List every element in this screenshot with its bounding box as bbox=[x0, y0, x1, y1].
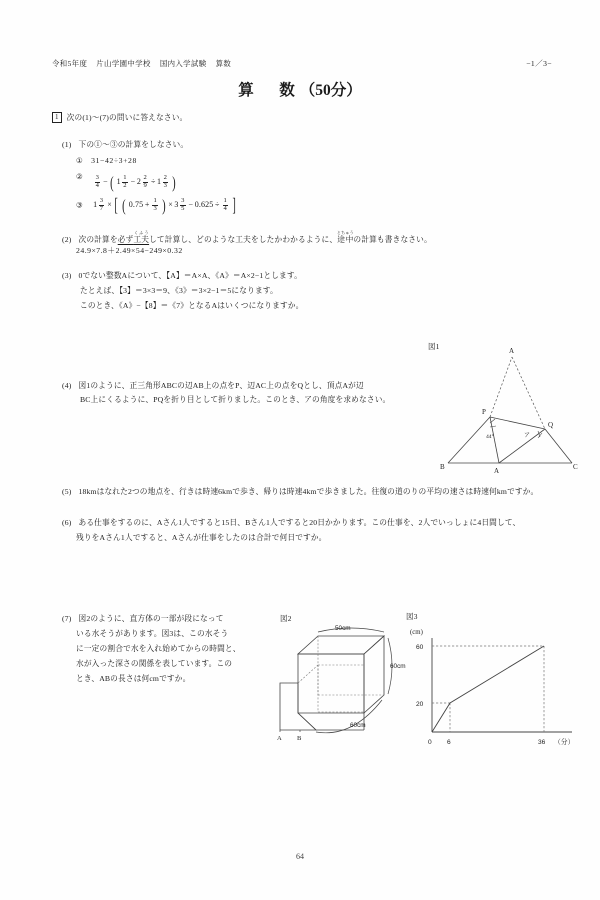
item-2-expression bbox=[93, 174, 177, 191]
mixed-fraction bbox=[99, 198, 104, 212]
question-5-line-1: 18kmはなれた2つの地点を、行きは時速6kmで歩き、帰りは時速4kmで歩きました。往復の道のりの平均の速さは時速何kmですか。 bbox=[78, 487, 539, 496]
header-year: 令和5年度 bbox=[52, 59, 88, 68]
question-2 bbox=[62, 230, 552, 246]
mixed-whole: 3 bbox=[174, 200, 179, 210]
mixed-fraction bbox=[180, 198, 185, 212]
fig1-point-A-folded-label: A bbox=[494, 467, 500, 475]
fig1-angle-mark-P bbox=[490, 426, 496, 427]
fig1-angle-a-label: ア bbox=[524, 433, 531, 439]
fig2-dim-arc-top bbox=[318, 628, 384, 632]
operator-divide: ÷ bbox=[150, 176, 156, 186]
question-6-line-1: ある仕事をするのに、Aさん1人ですると15日、Bさん1人ですると20日かかります。この仕事を、2人でいっしょに4日間して、 bbox=[78, 518, 521, 527]
question-7-line-1: 図2のように、直方体の一部が段になって bbox=[78, 614, 224, 623]
fraction-one-third bbox=[152, 198, 157, 212]
question-2-ruby-kufuu bbox=[133, 230, 150, 244]
fig2-step-edge bbox=[298, 713, 316, 730]
fig2-dim-right-label: 60cm bbox=[390, 663, 406, 670]
question-1-item-3 bbox=[76, 196, 237, 215]
question-4-line-1: 図1のように、正三角形ABCの辺AB上の点をP、辺AC上の点をQとし、頂点Aが辺 bbox=[78, 381, 364, 390]
operator-times: × bbox=[107, 200, 112, 210]
frac-den: 5 bbox=[181, 205, 185, 212]
brace-close: ] bbox=[232, 195, 236, 216]
mixed-one-three-sevenths bbox=[93, 198, 106, 212]
fig1-side-QC bbox=[545, 429, 572, 463]
ruby-text: くふう bbox=[133, 230, 150, 235]
paren-open: ( bbox=[110, 172, 114, 192]
frac-den: 7 bbox=[99, 205, 104, 212]
fig1-vertex-B-label: B bbox=[440, 463, 445, 471]
mixed-fraction bbox=[122, 175, 127, 189]
fig2-front-face bbox=[298, 654, 364, 713]
fig1-flap-PA bbox=[490, 417, 499, 463]
question-7-line-4: 水が入った深さの関係を表しています。この bbox=[76, 659, 233, 668]
fig1-point-Q-label: Q bbox=[548, 421, 554, 429]
frac-num: 2 bbox=[163, 174, 168, 181]
mixed-whole: 1 bbox=[116, 176, 121, 186]
question-2-emph-kanarazu: 必ず bbox=[117, 235, 134, 244]
paren-close: ) bbox=[172, 172, 176, 192]
item-1-mark: ① bbox=[76, 156, 84, 165]
fig1-point-P-label: P bbox=[482, 408, 486, 416]
question-3-label: (3) bbox=[62, 271, 72, 280]
item-2-mark: ② bbox=[76, 172, 84, 181]
question-2-label: (2) bbox=[62, 235, 72, 244]
operator-divide-2: ÷ bbox=[214, 200, 220, 210]
frac-den: 4 bbox=[95, 181, 100, 189]
operator-times-2: × bbox=[168, 200, 173, 210]
operator-minus-3: − bbox=[188, 200, 194, 210]
question-6-label: (6) bbox=[62, 518, 72, 527]
fig3-ytick-20: 20 bbox=[416, 701, 424, 708]
item-3-mark: ③ bbox=[76, 200, 84, 210]
decimal-075: 0.75 bbox=[128, 200, 144, 210]
fig2-step-face bbox=[280, 683, 316, 730]
question-2-expression: 24.9×7.8＋2.49×54−249×0.32 bbox=[76, 246, 183, 255]
ruby-base: 工夫 bbox=[133, 235, 150, 244]
question-4 bbox=[62, 380, 364, 392]
inner-paren-close: ) bbox=[162, 196, 166, 215]
figure-1-label: 図1 bbox=[428, 342, 440, 351]
question-7-line-3: に一定の割合で水を入れ始めてからの時間と、 bbox=[76, 644, 241, 653]
page-header bbox=[52, 58, 552, 69]
figure-1-folded-triangle bbox=[420, 345, 590, 475]
page-title bbox=[0, 78, 600, 100]
frac-num: 3 bbox=[99, 197, 104, 205]
frac-num: 1 bbox=[123, 174, 127, 181]
section-instruction: 次の(1)〜(7)の問いに答えなさい。 bbox=[66, 113, 188, 122]
frac-num: 1 bbox=[223, 197, 227, 205]
fig2-dim-arc-depth bbox=[316, 700, 382, 733]
page-number: 64 bbox=[296, 852, 304, 861]
question-1-text: 下の①〜③の計算をしなさい。 bbox=[78, 140, 189, 149]
inner-paren-open: ( bbox=[122, 196, 127, 215]
frac-num: 2 bbox=[143, 174, 147, 181]
question-3 bbox=[62, 270, 302, 282]
mixed-whole: 1 bbox=[157, 176, 162, 186]
fig2-point-A-label: A bbox=[277, 735, 282, 742]
question-6-line-2: 残りをAさん1人ですると、Aさんが仕事をしたのは合計で何日ですか。 bbox=[76, 533, 327, 542]
question-7-label: (7) bbox=[62, 614, 72, 623]
frac-num: 3 bbox=[95, 174, 100, 181]
question-7 bbox=[62, 613, 277, 625]
title-subject: 算 数 bbox=[238, 82, 300, 99]
fig1-dashed-AP bbox=[490, 357, 512, 417]
fig1-vertex-C-label: C bbox=[573, 463, 578, 471]
brace-open: [ bbox=[114, 195, 119, 216]
figure-3-line-graph bbox=[404, 620, 579, 750]
section-number: 1 bbox=[52, 112, 62, 123]
question-2-ruby-tochuu bbox=[336, 230, 354, 244]
fig1-fold-line-PQ bbox=[490, 417, 545, 429]
fig2-hidden-inner-diag bbox=[298, 665, 318, 683]
header-exam-type: 国内入学試験 bbox=[159, 59, 207, 68]
mixed-one-half bbox=[117, 175, 130, 189]
frac-num: 3 bbox=[181, 197, 185, 205]
question-3-line-3: このとき、《A》−【8】＝《7》となるAはいくつになりますか。 bbox=[80, 301, 304, 310]
header-exam-info bbox=[52, 58, 240, 69]
figure-2-stepped-tank bbox=[272, 620, 407, 755]
header-subject: 算数 bbox=[215, 59, 232, 68]
section-1-heading bbox=[52, 112, 187, 124]
frac-den: 2 bbox=[123, 181, 127, 189]
fig1-vertex-A-label: A bbox=[509, 347, 515, 355]
frac-den: 9 bbox=[143, 181, 147, 189]
fig3-data-line bbox=[432, 646, 544, 732]
fig1-angle-44-label: 44° bbox=[486, 434, 494, 440]
question-4-label: (4) bbox=[62, 381, 72, 390]
fig1-dashed-AQ bbox=[512, 357, 545, 429]
ruby-base: 途中 bbox=[336, 235, 354, 244]
frac-den: 3 bbox=[163, 181, 168, 189]
figure-2-label: 図2 bbox=[280, 614, 292, 623]
mixed-whole: 2 bbox=[136, 176, 141, 186]
mixed-one-two-thirds bbox=[157, 175, 170, 189]
header-school: 片山学園中学校 bbox=[96, 59, 151, 68]
title-duration: （50分） bbox=[299, 82, 362, 99]
fig3-xtick-0: 0 bbox=[428, 739, 432, 746]
operator-minus-2: − bbox=[130, 176, 136, 186]
frac-den: 4 bbox=[223, 205, 227, 212]
question-2-text-b: して計算し、どのような工夫をしたかわかるように、 bbox=[149, 235, 338, 244]
question-1-item-1 bbox=[76, 155, 137, 167]
question-2-text-a: 次の計算を bbox=[78, 235, 118, 244]
mixed-fraction bbox=[143, 175, 148, 189]
question-3-line-1: 0でない整数Aについて、【A】＝A×A、《A》＝A×2−1とします。 bbox=[78, 271, 302, 280]
fraction-three-quarters bbox=[95, 175, 100, 189]
fig2-point-B-label: B bbox=[297, 735, 302, 742]
fig3-xtick-6: 6 bbox=[447, 739, 451, 746]
fig3-y-unit-label: (cm) bbox=[410, 629, 423, 636]
question-1 bbox=[62, 139, 188, 151]
frac-den: 3 bbox=[153, 205, 157, 212]
item-1-expression: 31−42÷3+28 bbox=[91, 156, 137, 165]
ruby-text: とちゅう bbox=[336, 230, 354, 235]
fig1-side-BP bbox=[448, 417, 490, 463]
figure-3-label: 図3 bbox=[406, 612, 418, 621]
mixed-three-three-fifths bbox=[174, 198, 187, 212]
mixed-fraction bbox=[163, 175, 168, 189]
question-3-line-2: たとえば、【3】＝3×3＝9、《3》＝3×2−1＝5になります。 bbox=[80, 286, 278, 295]
question-4-line-2: BC上にくるように、PQを折り目として折りました。このとき、アの角度を求めなさい。 bbox=[80, 395, 391, 404]
mixed-two-two-ninths bbox=[137, 175, 150, 189]
fig3-x-unit-label: （分） bbox=[554, 739, 575, 746]
fig3-ytick-60: 60 bbox=[416, 644, 424, 651]
operator-minus: − bbox=[103, 176, 108, 186]
fig2-dim-top-label: 50cm bbox=[335, 625, 351, 632]
question-2-text-c: の計算も書きなさい。 bbox=[353, 235, 432, 244]
decimal-0625: 0.625 bbox=[194, 200, 214, 210]
fig2-dim-depth-label: 60cm bbox=[350, 722, 366, 729]
question-7-line-5: とき、ABの長さは何cmですか。 bbox=[76, 674, 191, 683]
question-7-line-2: いる水そうがあります。図3は、この水そう bbox=[76, 629, 229, 638]
fig1-flap-QA bbox=[499, 429, 545, 463]
operator-plus: + bbox=[144, 200, 150, 210]
question-1-item-2 bbox=[76, 171, 177, 191]
page-marker: −1／3− bbox=[526, 59, 552, 68]
fig3-xtick-36: 36 bbox=[538, 739, 546, 746]
fig2-top-face bbox=[298, 636, 384, 654]
question-5 bbox=[62, 486, 538, 498]
question-5-label: (5) bbox=[62, 487, 72, 496]
fraction-one-quarter bbox=[223, 198, 228, 212]
question-1-label: (1) bbox=[62, 140, 72, 149]
mixed-whole: 1 bbox=[93, 200, 98, 210]
question-6 bbox=[62, 517, 520, 529]
frac-num: 1 bbox=[153, 197, 157, 205]
item-3-expression bbox=[93, 196, 237, 215]
